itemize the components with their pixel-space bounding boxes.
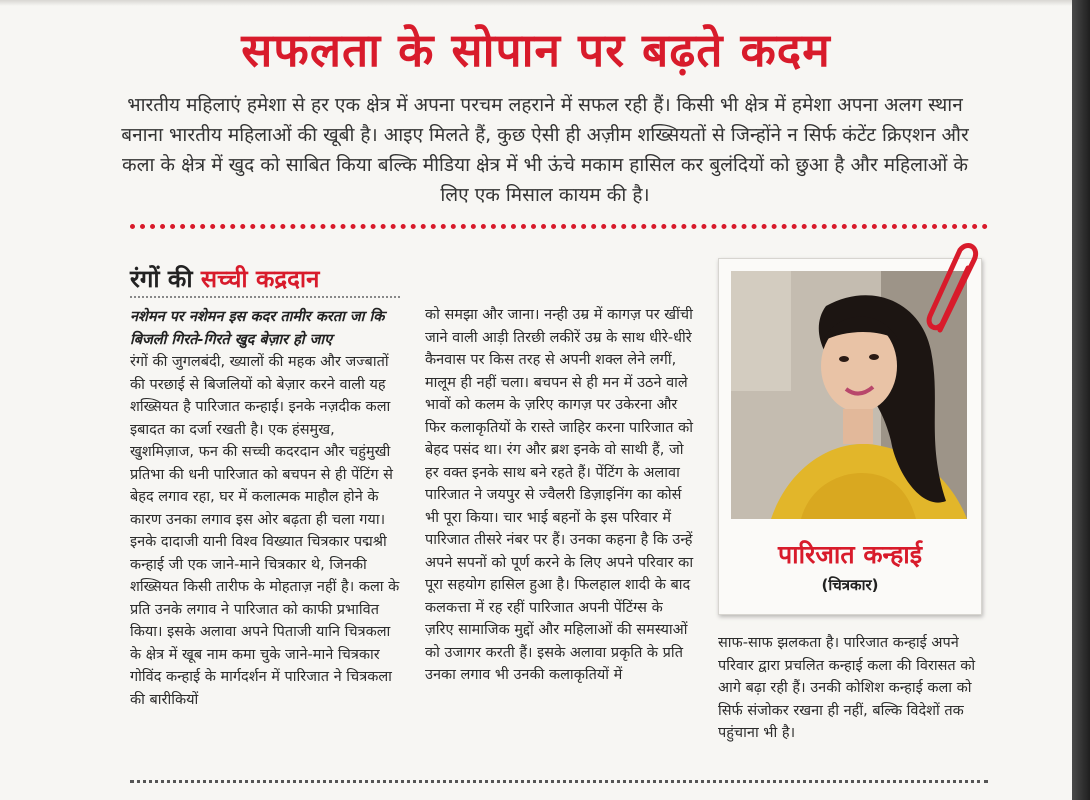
portrait-name: पारिजात कन्हाई: [777, 540, 923, 569]
paperclip-icon: [922, 238, 992, 338]
opening-couplet: नशेमन पर नशेमन इस कदर तामीर करता जा कि बिजली गिरते-गिरते खुद बेज़ार हो जाए: [130, 309, 385, 348]
article-column-3: [718, 632, 980, 745]
article-intro: भारतीय महिलाएं हमेशा से हर एक क्षेत्र में अपना परचम लहराने में सफल रही हैं। किसी भी क्षेत्र में हमेशा अपना अलग स्थान बनाना भारतीय महिलाओं की खूबी है। आइए मिलते हैं, कुछ ऐसी ही अज़ीम शख्सियतों से जिन्होंने न सिर्फ कंटेंट क्रिएशन और कला के क्षेत्र में खुद को साबित किया बल्कि मीडिया क्षेत्र में भी ऊंचे मकाम हासिल कर बुलंदियों को छुआ है और महिलाओं के लिए एक मिसाल कायम की है।: [121, 94, 969, 206]
section-heading: [130, 262, 319, 295]
section-heading-part2: सच्ची कद्रदान: [200, 265, 320, 293]
section-divider-bottom: [130, 780, 988, 783]
article-column-2: [425, 304, 695, 687]
section-divider-top: [130, 224, 988, 229]
article-column-1: [130, 306, 402, 711]
article-title: सफलता के सोपान पर बढ़ते कदम: [241, 23, 831, 77]
section-heading-part1: रंगों की: [130, 265, 193, 293]
portrait-role: (चित्रकार): [821, 576, 879, 594]
column-2-text: को समझा और जाना। नन्ही उम्र में कागज़ पर खींची जाने वाली आड़ी तिरछी लकीरें उम्र के साथ धीरे-धीरे कैनवास पर किस तरह से अपनी शक्ल लेने लगीं, मालूम ही नहीं चला। बचपन से ही मन में उठने वाले भावों को कलम के ज़रिए कागज़ पर उकेरना और फिर कलाकृतियों के रास्ते जाहिर करना पारिजात को बेहद पसंद था। रंग और ब्रश इनके वो साथी हैं, जो हर वक्त इनके साथ बने रहते हैं। पेंटिंग के अलावा पारिजात ने जयपुर से ज्वैलरी डिज़ाइनिंग का कोर्स भी पूरा किया। चार भाई बहनों के इस परिवार में पारिजात तीसरे नंबर पर हैं। उनका कहना है कि उन्हें अपने सपनों को पूर्ण करने के लिए अपने परिवार का पूरा सहयोग हासिल हुआ है। फिलहाल शादी के बाद कलकत्ता में रह रहीं पारिजात अपनी पेंटिंग्स के ज़रिए सामाजिक मुद्दों और महिलाओं की समस्याओं को उजागर करती हैं। इसके अलावा प्रकृति के प्रति उनका लगाव भी उनकी कलाकृतियों में: [425, 307, 694, 683]
column-1-text: रंगों की जुगलबंदी, ख्यालों की महक और जज्बातों की परछाई से बिजलियों को बेज़ार करने वाली यह शख्सियत है पारिजात कन्हाई। इनके नज़दीक कला इबादत का दर्जा रखती है। एक हंसमुख, खुशमिज़ाज, फन की सच्ची कदरदान और चहुंमुखी प्रतिभा की धनी पारिजात को बचपन से ही पेंटिंग से बेहद लगाव रहा, घर में कलात्मक माहौल होने के कारण उनका लगाव इस ओर बढ़ता ही चला गया। इनके दादाजी यानी विश्व विख्यात चित्रकार पद्मश्री कन्हाई जी एक जाने-माने चित्रकार थे, जिनकी शख्सियत किसी तारीफ के मोहताज़ नहीं है। कला के प्रति उनके लगाव ने पारिजात को काफी प्रभावित किया। इसके अलावा अपने पिताजी यानि चित्रकला के क्षेत्र में खूब नाम कमा चुके जाने-माने चित्रकार गोविंद कन्हाई के मार्गदर्शन में पारिजात ने चित्रकला की बारीकियों: [130, 354, 400, 708]
heading-underline: [130, 296, 400, 298]
page-top-shadow: [0, 0, 1090, 6]
viewer-right-edge: [1072, 0, 1090, 800]
column-3-text: साफ-साफ झलकता है। पारिजात कन्हाई अपने परिवार द्वारा प्रचलित कन्हाई कला की विरासत को आगे बढ़ा रही हैं। उनकी कोशिश कन्हाई कला को सिर्फ संजोकर रखना ही नहीं, बल्कि विदेशों तक पहुंचाना भी है।: [718, 635, 976, 741]
